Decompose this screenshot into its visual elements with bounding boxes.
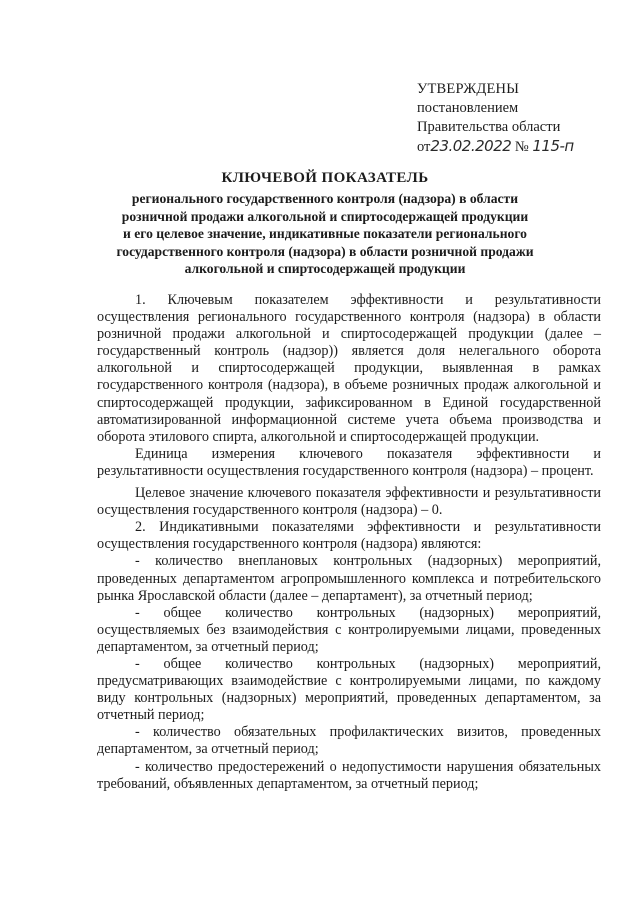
list-item-without-interaction: - общее количество контрольных (надзорных) мероприятий, осуществляемых без взаимодействия с контролируемыми лицами, проведенных департаментом, за отчетный период; [97, 604, 601, 655]
title-subtitle-line-4: государственного контроля (надзора) в области розничной продажи [116, 243, 534, 259]
approval-stamp [417, 80, 617, 157]
approval-line-decree: постановлением [417, 100, 519, 116]
title-main: КЛЮЧЕВОЙ ПОКАЗАТЕЛЬ [221, 170, 429, 186]
title-subtitle-line-2: розничной продажи алкогольной и спиртосодержащей продукции [121, 208, 529, 224]
title-subtitle-line-3: и его целевое значение, индикативные показатели регионального [123, 226, 527, 242]
approval-number: 115-п [532, 137, 574, 155]
document-body [97, 292, 601, 793]
paragraph-indicative-intro: 2. Индикативными показателями эффективности и результативности осуществления государственного контроля (надзора) являются: [97, 519, 601, 553]
document-title [95, 169, 555, 278]
paragraph-unit: Единица измерения ключевого показателя эффективности и результативности осуществления государственного контроля (надзора) – процент. [97, 445, 601, 479]
approval-date-number-line [417, 137, 617, 157]
list-item-with-interaction: - общее количество контрольных (надзорных) мероприятий, предусматривающих взаимодействие с контролируемыми лицами, по каждому виду контрольных (надзорных) мероприятий, проведенных департаментом, за отчетный период; [97, 655, 601, 724]
approval-heading: УТВЕРЖДЕНЫ [417, 81, 520, 97]
list-item-warnings: - количество предостережений о недопустимости нарушения обязательных требований, объявленных департаментом, за отчетный период; [97, 758, 601, 792]
list-item-preventive-visits: - количество обязательных профилактических визитов, проведенных департаментом, за отчетный период; [97, 724, 601, 758]
approval-number-sign: № [514, 139, 529, 155]
approval-line-government: Правительства области [417, 119, 561, 135]
title-subtitle-line-5: алкогольной и спиртосодержащей продукции [184, 261, 466, 277]
approval-date-prefix: от [417, 139, 431, 155]
paragraph-key-indicator: 1. Ключевым показателем эффективности и результативности осуществления регионального государственного контроля (надзора) в области розничной продажи алкогольной и спиртосодержащей продукции (далее – государственный контроль (надзор)) является доля нелегального оборота алкогольной и спиртосодержащей продукции, выявленная в рамках государственного контроля (надзора), в объеме розничных продаж алкогольной и спиртосодержащей продукции, зафиксированном в Единой государственной автоматизированной информационной системе учета объема производства и оборота этилового спирта, алкогольной и спиртосодержащей продукции. [97, 292, 601, 445]
list-item-unscheduled: - количество внеплановых контрольных (надзорных) мероприятий, проведенных департаментом агропромышленного комплекса и потребительского рынка Ярославской области (далее – департамент), за отчетный период; [97, 553, 601, 604]
approval-date: 23.02.2022 [430, 137, 512, 155]
paragraph-target-value: Целевое значение ключевого показателя эффективности и результативности осуществления государственного контроля (надзора) – 0. [97, 485, 601, 519]
title-subtitle-line-1: регионального государственного контроля (надзора) в области [131, 191, 519, 206]
